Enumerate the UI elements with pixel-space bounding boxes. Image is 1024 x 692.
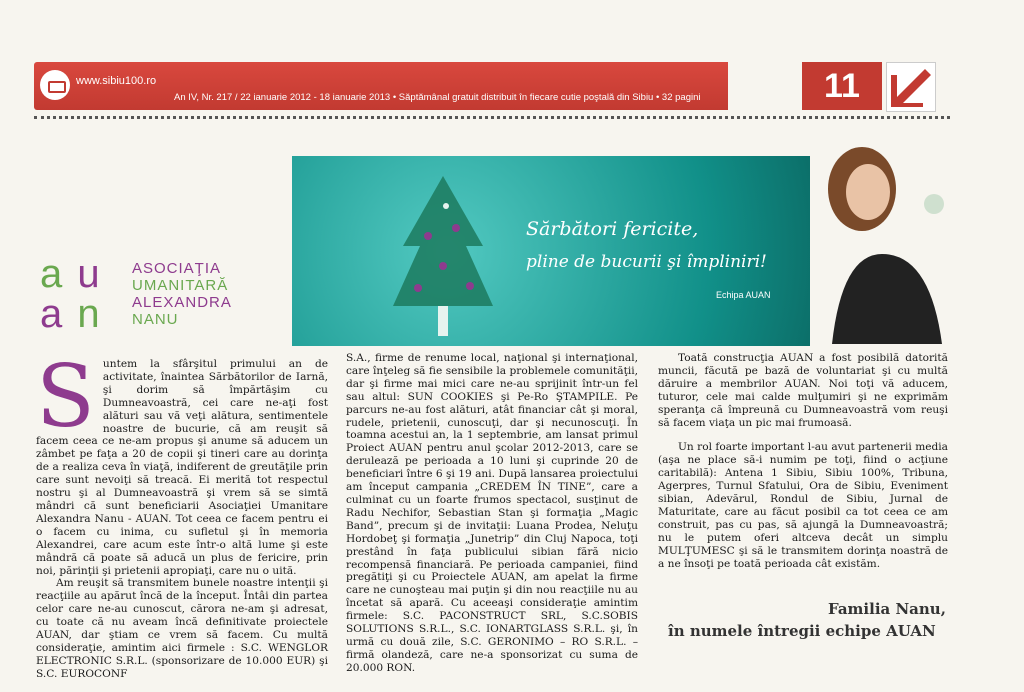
article-paragraph: Toată construcţia AUAN a fost posibilă datorită muncii, făcută pe bază de voluntariat şi cu multă dăruire a membrilor AUAN. Noi toţi vă aducem, tuturor, cele mai calde mulţumiri şi ne exprimăm speranţa că împreună cu Dumneavoastră vom reuşi să facem viaţa un pic mai frumoasă. (658, 352, 948, 429)
signature-line-1: Familia Nanu, (828, 600, 946, 618)
site-url: www.sibiu100.ro (76, 75, 157, 87)
logo-letter: a (40, 292, 65, 336)
auan-logo (40, 254, 102, 334)
logo-letter: u (77, 252, 102, 296)
banner-signature: Echipa AUAN (716, 290, 771, 300)
arrow-logo-icon (886, 62, 936, 112)
logo-letter: n (77, 292, 102, 336)
greeting-banner (292, 156, 810, 346)
article-column-2 (346, 352, 638, 675)
christmas-tree-icon (388, 176, 498, 341)
name-line: ASOCIAŢIA (132, 260, 222, 277)
page-number: 11 (802, 62, 882, 110)
association-name (132, 260, 232, 328)
banner-line-2: pline de bucurii şi împliniri! (526, 252, 767, 272)
sibiu100-logo-icon (40, 70, 70, 100)
logo-letter: a (40, 252, 65, 296)
portrait-photo (812, 144, 946, 344)
name-line: ALEXANDRA (132, 294, 232, 311)
name-line: NANU (132, 311, 179, 328)
header-divider (34, 116, 950, 119)
article-paragraph: Un rol foarte important l-au avut partenerii media (aşa ne place să-i numim pe toţi, fiind o acţiune caritabilă): Antena 1 Sibiu, Sibiu 100%, Tribuna, Agerpres, Turnul Sfatului, Ora de Sibiu, Eveniment sibian, Adevărul, Rondul de Sibiu, Jurnal de Maturitate, care au făcut posibil ca tot ceea ce am construit, pas cu pas, să ajungă la Dumneavoastră; nu le putem oferi altceva decât un simplu MULŢUMESC şi să le transmitem dorinţa noastră de a ne însoţi pe toată perioada cât existăm. (658, 441, 948, 570)
article-paragraph: S.A., firme de renume local, naţional şi internaţional, care înţeleg să fie sensibile la problemele comunităţii, dar şi firme mai mici care ne-au sprijinit într-un fel sau altul: SUN COOKIES şi Pe-Ro ŞTAMPILE. Pe parcurs ne-au fost alături, atât financiar cât şi moral, rudele, prietenii, cunoscuţi, dar şi necunoscuţi. În toamna acestui an, la 1 septembrie, am lansat primul Proiect AUAN pentru anul şcolar 2012-2013, care se derulează pe perioada a 10 luni şi cuprinde 20 de beneficiari între 6 şi 19 ani. După lansarea proiectului am început campania „CREDEM ÎN TINE”, care a culminat cu un foarte frumos spectacol, susţinut de Radu Nechifor, Sebastian Stan şi formaţia „Magic Band”, precum şi de invitaţii: Luana Prodea, Neluţu Hordobeţ şi formaţia „Junetrip” din Cluj Napoca, toţi prestând în faţa publicului sibian fără nicio recompensă financiară. Pe perioada campaniei, fiind pregătiţi şi cu Proiectele AUAN, am apelat la firme care ne cunoşteau mai puţin şi din nou reacţiile nu au încetat să apară. Cu aceeaşi consideraţie amintim firmele: S.C. PACONSTRUCT SRL, S.C.SOBIS SOLUTIONS S.R.L., S.C. IONARTGLASS S.R.L. şi, în urmă cu două zile, S.C. GERONIMO – RO S.R.L. – firmă olandeză, care ne-a sponsorizat cu suma de 20.000 RON. (346, 352, 638, 674)
article-column-1 (36, 347, 328, 681)
article-column-3 (658, 352, 948, 571)
signature-line-2: în numele întregii echipe AUAN (668, 622, 936, 640)
article-paragraph (36, 347, 328, 577)
article-paragraph: Am reuşit să transmitem bunele noastre intenţii şi reacţiile au apărut încă de la început. Întâi din partea celor care ne-au cunoscut, cărora ne-am şi adresat, cu toate că nu aveam încă definitivate proiectele AUAN, dar ştiam ce vrem să facem. Cu multă consideraţie, amintim aici firmele : S.C. WENGLOR ELECTRONIC S.R.L. (sponsorizare de 10.000 EUR) şi S.C. EUROCONF (36, 577, 328, 680)
drop-cap: S (36, 347, 95, 447)
paragraph-text: untem la sfârşitul primului an de activitate, înaintea Sărbătorilor de Iarnă, şi dorim să împărtăşim cu Dumneavoastră, cei care ne-aţi fost alături sau vă veţi alătura, sentimentele noastre de bucurie, că am reuşit să facem ceea ce ne-am propus şi anume să aducem un zâmbet pe faţa a 20 de copii şi tineri care au dorinţa de a realiza ceva în viaţă, indiferent de greutăţile prin care sunt nevoiţi să treacă. Ei merită tot respectul nostru şi al Dumneavoastră şi vrem să se simtă mândri că sunt beneficiarii Asociaţiei Umanitare Alexandra Nanu - AUAN. Tot ceea ce facem pentru ei o facem cu inima, cu sufletul şi în memoria Alexandrei, care acum este într-o altă lume şi este mândră că poate să aducă un plus de fericire, prin noi, părinţii şi prietenii apropiaţi, care nu o uită. (36, 358, 328, 577)
header-band (34, 62, 728, 110)
banner-line-1: Sărbători fericite, (526, 218, 699, 240)
page-header (34, 62, 930, 110)
issue-info: An IV, Nr. 217 / 22 ianuarie 2012 - 18 ianuarie 2013 • Săptămânal gratuit distribuit în fiecare cutie poştală din Sibiu • 32 pagini (174, 92, 701, 103)
name-line: UMANITARĂ (132, 277, 229, 294)
